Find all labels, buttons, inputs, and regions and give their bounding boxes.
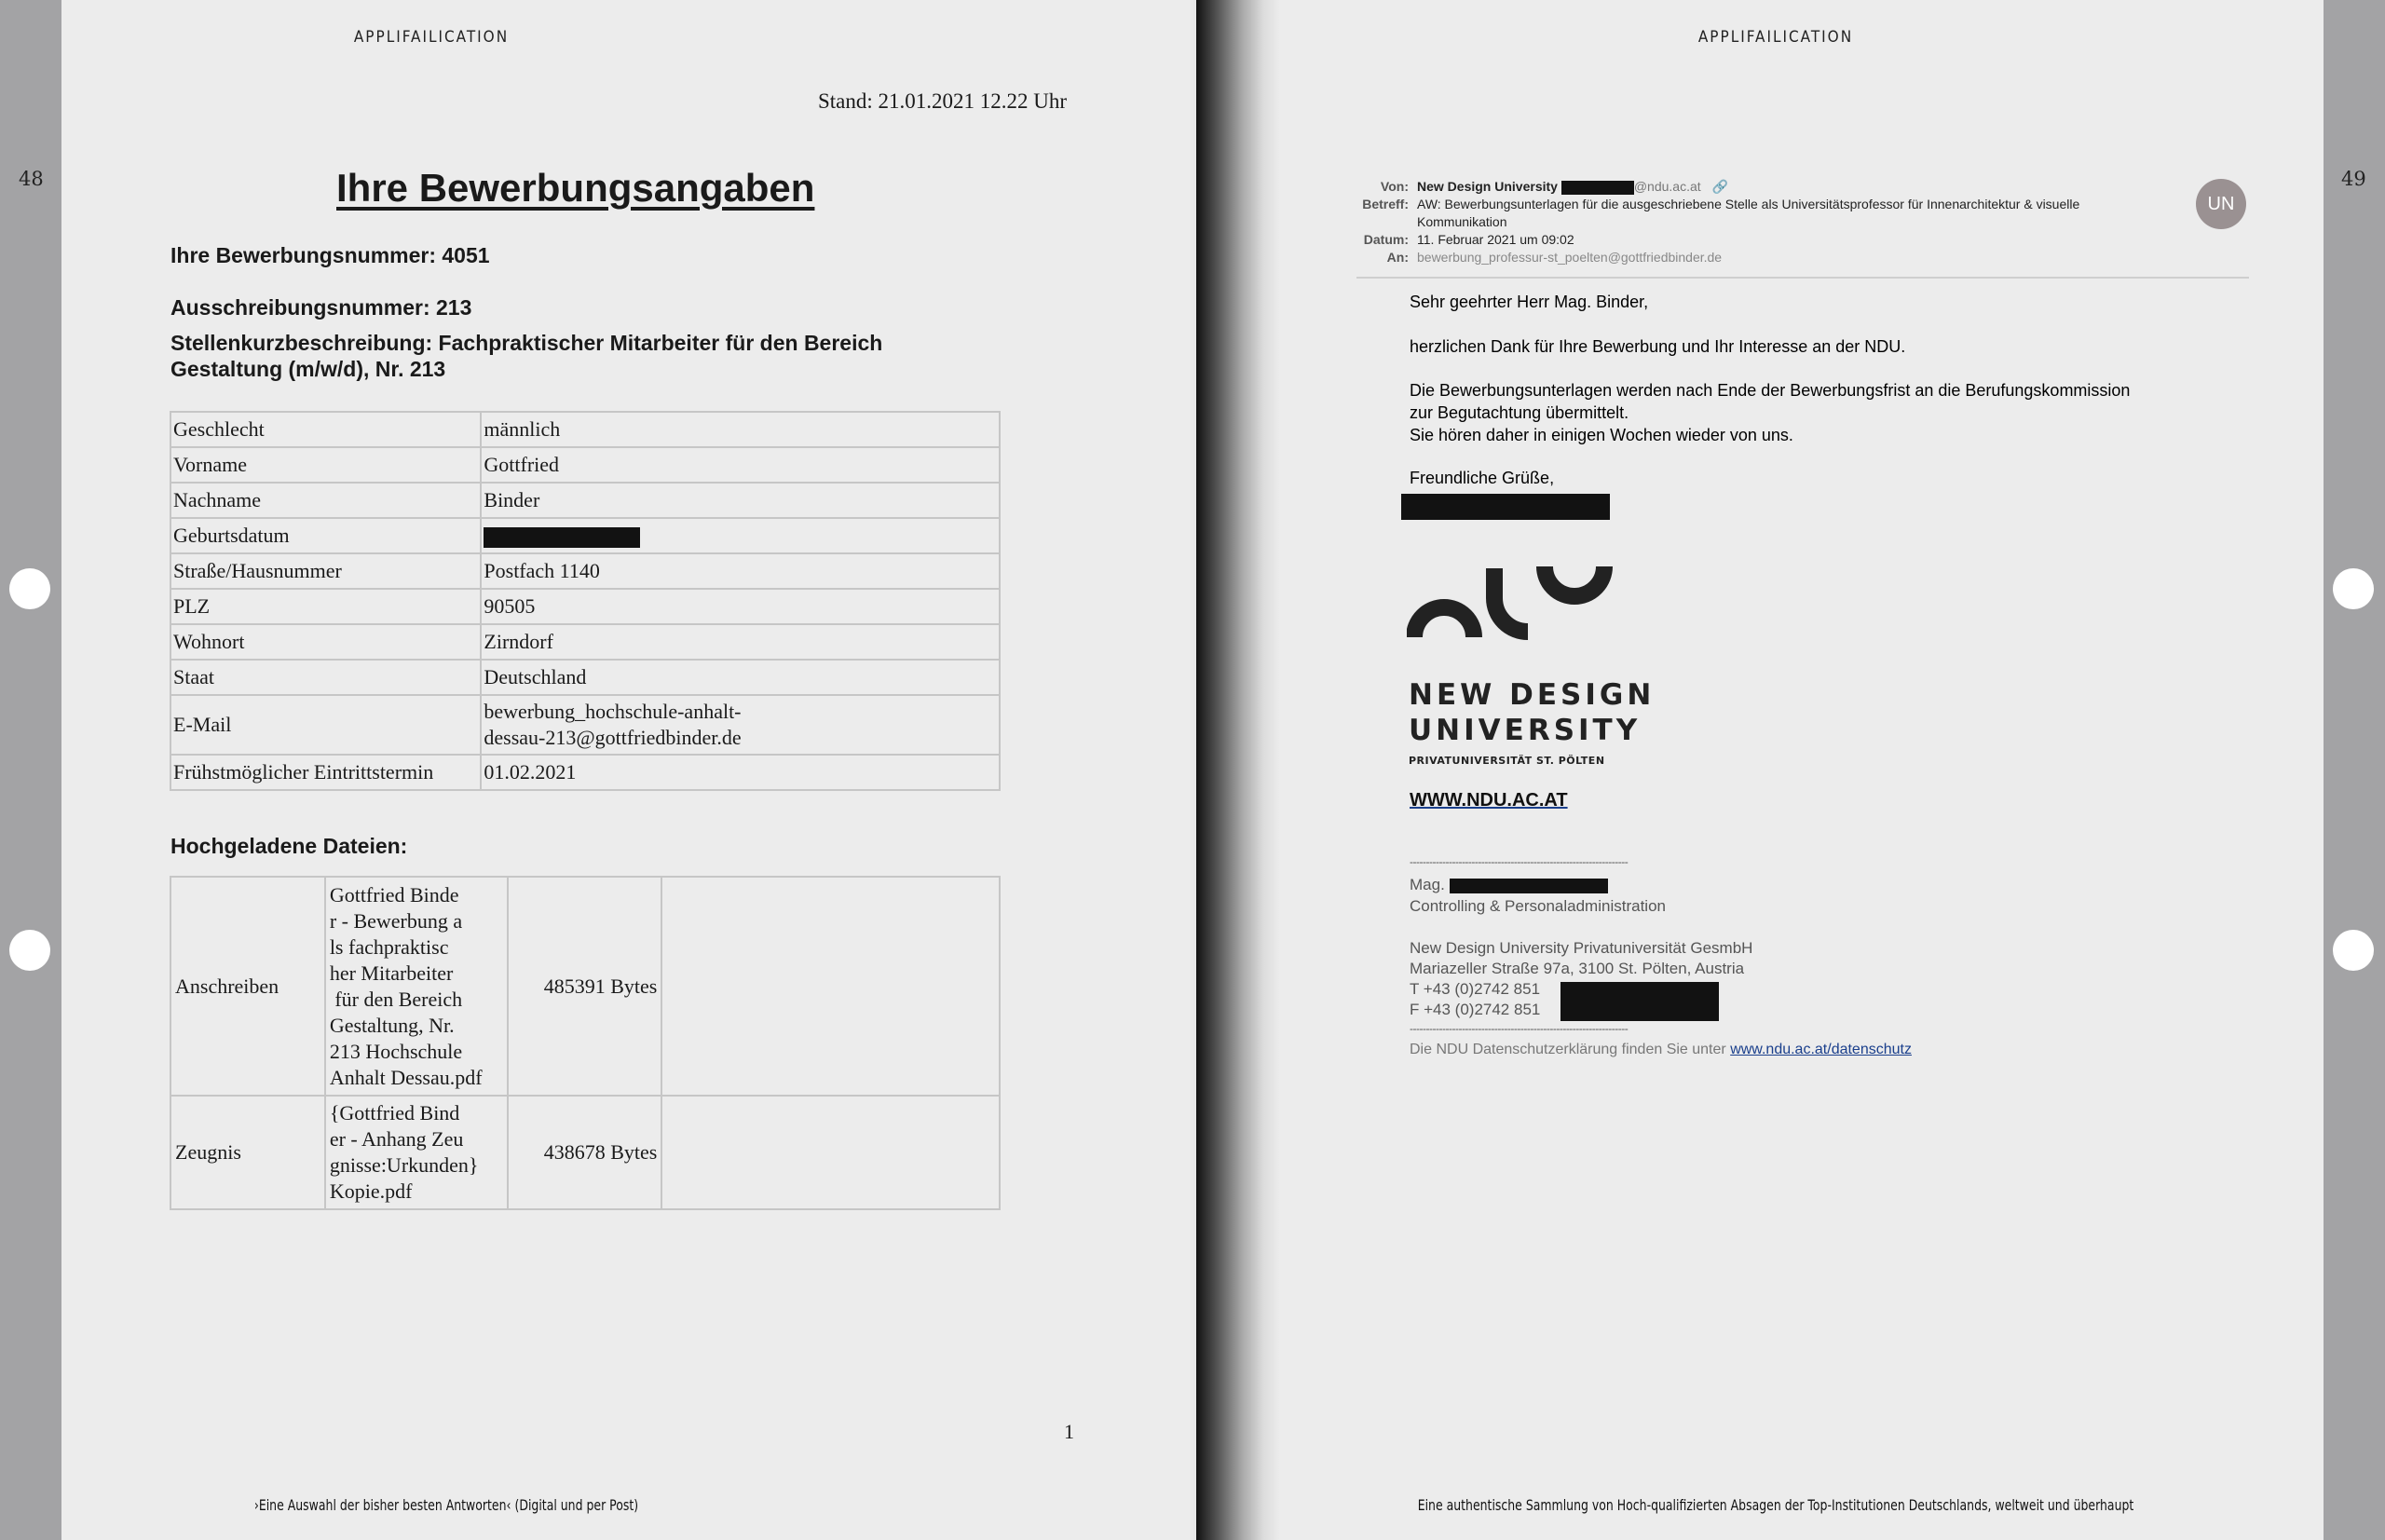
document-page-number: 1 (1064, 1420, 1074, 1443)
signature-fax: F +43 (0)2742 851 (1410, 1001, 1541, 1018)
thanks-line: herzlichen Dank für Ihre Bewerbung und Ihr Interesse an der NDU. (1410, 337, 1906, 356)
table-row (170, 624, 1000, 660)
table-row (170, 553, 1000, 589)
file-name-line: Kopie.pdf (329, 1179, 413, 1203)
table-row (170, 518, 1000, 553)
table-row (170, 412, 1000, 447)
date-value: 11. Februar 2021 um 09:02 (1417, 232, 1574, 247)
signature-title (1410, 876, 1608, 894)
field-value (481, 695, 1000, 755)
attachment-icon: 🔗 (1711, 179, 1728, 194)
body-paragraph-line: zur Begutachtung übermittelt. (1410, 403, 1629, 422)
privacy-link[interactable]: www.ndu.ac.at/datenschutz (1730, 1042, 1912, 1057)
logo-text-line3: PRIVATUNIVERSITÄT ST. PÖLTEN (1409, 755, 1605, 767)
signature-divider: ------------------------------------------------------------------- (1410, 855, 1629, 868)
field-label: PLZ (170, 589, 481, 624)
left-margin (0, 0, 61, 1540)
page-footer: ›Eine Auswahl der bisher besten Antworten‹ (Digital und per Post) (253, 1496, 639, 1514)
field-value: Postfach 1140 (481, 553, 1000, 589)
field-label: Wohnort (170, 624, 481, 660)
logo-text-line1: NEW DESIGN (1409, 678, 1656, 712)
from-value (1417, 179, 1728, 195)
redaction-bar (1561, 181, 1634, 195)
file-type: Zeugnis (170, 1096, 325, 1209)
email-line1: bewerbung_hochschule-anhalt- (484, 700, 742, 723)
table-row (170, 877, 1000, 1096)
punch-hole (2333, 930, 2374, 971)
table-row (170, 447, 1000, 483)
file-type: Anschreiben (170, 877, 325, 1096)
field-label: Geschlecht (170, 412, 481, 447)
field-label: Nachname (170, 483, 481, 518)
page-header: APPLIFAILICATION (1697, 28, 1854, 47)
field-value: männlich (481, 412, 1000, 447)
right-page-number: 49 (2341, 168, 2366, 190)
punch-hole (9, 930, 50, 971)
subject-line1: AW: Bewerbungsunterlagen für die ausgeschriebene Stelle als Universitätsprofessor für Innenarchitektur & visuelle (1417, 197, 2080, 211)
redaction-bar (1401, 494, 1610, 520)
file-name-line: Gottfried Binde (329, 882, 459, 906)
file-name-line: für den Bereich (329, 987, 463, 1011)
file-name-line: her Mitarbeiter (329, 961, 454, 985)
subject-line2: Kommunikation (1417, 214, 1507, 229)
signature-mag: Mag. (1410, 876, 1445, 893)
file-name-line: 213 Hochschule (329, 1039, 463, 1063)
body-paragraph-line: Sie hören daher in einigen Wochen wieder von uns. (1410, 426, 1793, 444)
redaction-bar (1560, 982, 1719, 1021)
field-value: Deutschland (481, 660, 1000, 695)
uploaded-files-table (170, 876, 1001, 1210)
greeting: Sehr geehrter Herr Mag. Binder, (1410, 293, 1649, 311)
empty-cell (661, 877, 1000, 1096)
redaction-bar (1450, 879, 1608, 893)
field-value: Binder (481, 483, 1000, 518)
field-value: Gottfried (481, 447, 1000, 483)
file-name-line: gnisse:Urkunden} (329, 1153, 479, 1177)
website-link[interactable]: WWW.NDU.AC.AT (1410, 790, 1568, 811)
file-name-line: {Gottfried Bind (329, 1101, 460, 1124)
field-label: Staat (170, 660, 481, 695)
file-name-line: Anhalt Dessau.pdf (329, 1065, 483, 1089)
page-footer: Eine authentische Sammlung von Hoch-qualifizierten Absagen der Top-Institutionen Deutschlands, weltweit und überhaupt (1417, 1496, 2134, 1514)
file-name-line: Gestaltung, Nr. (329, 1013, 455, 1037)
table-row (170, 755, 1000, 790)
field-label: Vorname (170, 447, 481, 483)
punch-hole (9, 568, 50, 609)
file-size: 438678 Bytes (508, 1096, 662, 1209)
empty-cell (661, 1096, 1000, 1209)
tender-number: Ausschreibungsnummer: 213 (170, 295, 472, 320)
file-name-line: er - Anhang Zeu (329, 1127, 464, 1151)
page-header: APPLIFAILICATION (353, 28, 510, 47)
stand-timestamp: Stand: 21.01.2021 12.22 Uhr (818, 89, 1068, 113)
job-description-line1: Stellenkurzbeschreibung: Fachpraktischer Mitarbeiter für den Bereich (170, 331, 883, 355)
table-row (170, 695, 1000, 755)
field-value: 90505 (481, 589, 1000, 624)
application-number: Ihre Bewerbungsnummer: 4051 (170, 243, 490, 267)
file-size: 485391 Bytes (508, 877, 662, 1096)
field-label: Geburtsdatum (170, 518, 481, 553)
header-divider (1356, 277, 2249, 279)
file-name (325, 877, 508, 1096)
privacy-note (1410, 1042, 1912, 1058)
date-label: Datum: (1363, 232, 1409, 247)
field-value-redacted (481, 518, 1000, 553)
field-label: E-Mail (170, 695, 481, 755)
field-label: Straße/Hausnummer (170, 553, 481, 589)
subject-label: Betreff: (1362, 197, 1409, 211)
right-margin (2324, 0, 2385, 1540)
field-label: Frühstmöglicher Eintrittstermin (170, 755, 481, 790)
file-name-line: ls fachpraktisc (329, 934, 449, 959)
from-label: Von: (1380, 179, 1409, 194)
privacy-text: Die NDU Datenschutzerklärung finden Sie unter (1410, 1042, 1726, 1057)
signature-department: Controlling & Personaladministration (1410, 897, 1666, 915)
table-row (170, 1096, 1000, 1209)
applicant-data-table (170, 411, 1001, 791)
right-page (1196, 0, 2324, 1540)
signature-company: New Design University Privatuniversität GesmbH (1410, 939, 1753, 957)
file-name (325, 1096, 508, 1209)
file-name-line: r - Bewerbung a (329, 908, 463, 933)
redaction-bar (484, 527, 640, 548)
avatar: UN (2196, 179, 2246, 229)
signature-phone: T +43 (0)2742 851 (1410, 980, 1541, 998)
table-row (170, 483, 1000, 518)
left-page-number: 48 (19, 168, 44, 190)
sender-name: New Design University (1417, 179, 1558, 194)
sender-domain: @ndu.ac.at (1633, 179, 1701, 194)
logo-text-line2: UNIVERSITY (1409, 714, 1642, 747)
body-paragraph-line: Die Bewerbungsunterlagen werden nach Ende der Bewerbungsfrist an die Berufungskommission (1410, 381, 2131, 400)
ndu-logo-icon (1407, 559, 1619, 643)
signature-divider: ------------------------------------------------------------------- (1410, 1022, 1629, 1035)
table-row (170, 589, 1000, 624)
to-value: bewerbung_professur-st_poelten@gottfriedbinder.de (1417, 250, 1723, 265)
signature-address: Mariazeller Straße 97a, 3100 St. Pölten, Austria (1410, 960, 1745, 977)
to-label: An: (1386, 250, 1409, 265)
closing: Freundliche Grüße, (1410, 469, 1555, 487)
field-value: 01.02.2021 (481, 755, 1000, 790)
page-title: Ihre Bewerbungsangaben (336, 166, 815, 210)
field-value: Zirndorf (481, 624, 1000, 660)
uploads-heading: Hochgeladene Dateien: (170, 834, 408, 858)
book-gutter-shadow (1196, 0, 1280, 1540)
email-line2: dessau-213@gottfriedbinder.de (484, 726, 742, 749)
job-description-line2: Gestaltung (m/w/d), Nr. 213 (170, 357, 446, 381)
table-row (170, 660, 1000, 695)
punch-hole (2333, 568, 2374, 609)
